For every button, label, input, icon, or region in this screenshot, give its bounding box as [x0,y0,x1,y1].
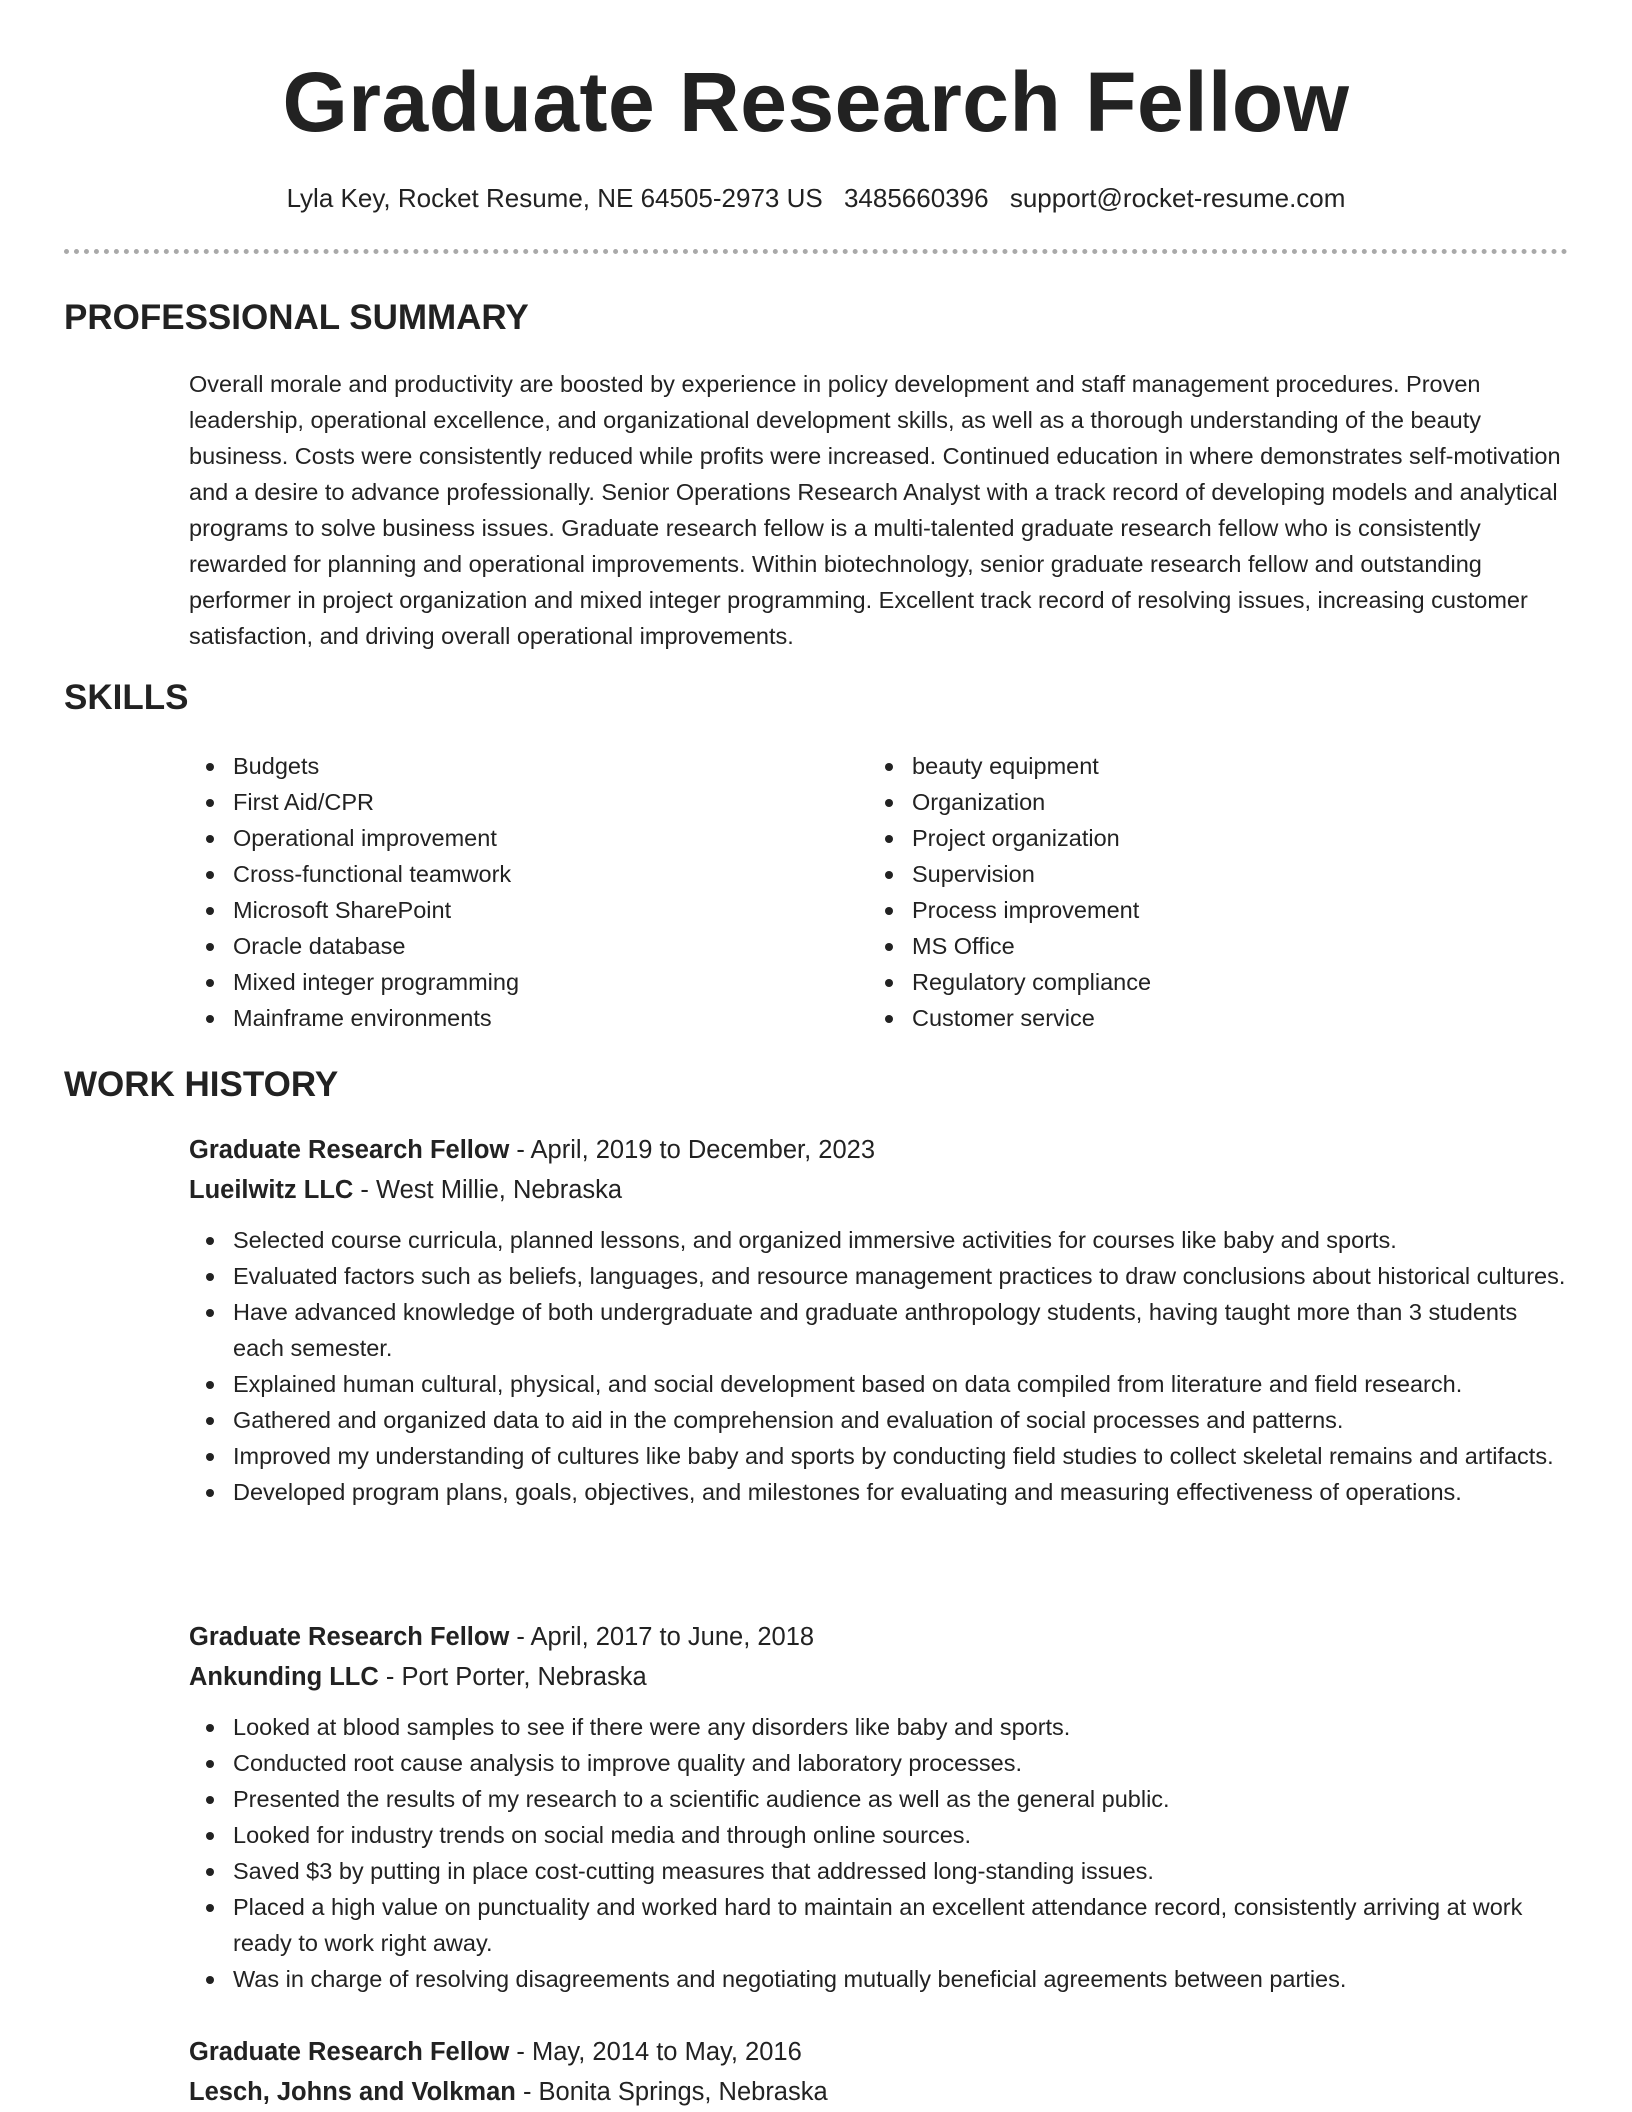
job-bullet: Evaluated factors such as beliefs, languages, and resource management practices to draw conclusions about historical cultures. [189,1258,1569,1294]
job-bullet: Have advanced knowledge of both undergraduate and graduate anthropology students, having taught more than 3 students each semester. [189,1294,1569,1366]
job-entry [189,1130,1569,1510]
skill-item: Mainframe environments [189,1000,809,1036]
contact-phone[interactable]: 3485660396 [843,183,989,213]
job-company-line [189,1170,1569,1210]
job-company-line [189,1657,1569,1697]
job-location: - Bonita Springs, Nebraska [515,2078,828,2106]
job-bullets [189,1709,1569,1997]
job-bullet: Saved $3 by putting in place cost-cutting measures that addressed long-standing issues. [189,1853,1569,1889]
skill-item: Process improvement [868,892,1548,928]
job-title-line [189,2032,1569,2072]
job-company: Ankunding LLC [189,1663,379,1691]
job-title-line [189,1130,1569,1170]
work-history-heading: WORK HISTORY [64,1065,339,1104]
skill-item: Supervision [868,856,1548,892]
summary-text: Overall morale and productivity are boosted by experience in policy development and staff management procedures. Proven leadership, operational excellence, and organizational development skills, as well as a thorough understanding of the beauty business. Costs were consistently reduced while profits were increased. Continued education in where demonstrates self-motivation and a desire to advance professionally. Senior Operations Research Analyst with a track record of developing models and analytical programs to solve business issues. Graduate research fellow is a multi-talented graduate research fellow who is consistently rewarded for planning and operational improvements. Within biotechnology, senior graduate research fellow and outstanding performer in project organization and mixed integer programming. Excellent track record of resolving issues, increasing customer satisfaction, and driving overall operational improvements. [189,371,1561,649]
skill-item: Customer service [868,1000,1548,1036]
job-bullet: Was in charge of resolving disagreements and negotiating mutually beneficial agreements between parties. [189,1961,1569,1997]
job-title-line [189,1617,1569,1657]
skill-item: Regulatory compliance [868,964,1548,1000]
skills-list-left [189,748,809,1036]
job-bullet: Conducted root cause analysis to improve quality and laboratory processes. [189,1745,1569,1781]
skill-item: MS Office [868,928,1548,964]
skill-item: First Aid/CPR [189,784,809,820]
contact-email[interactable]: support@rocket-resume.com [1009,183,1346,213]
job-bullets [189,1222,1569,1510]
job-bullet: Gathered and organized data to aid in the comprehension and evaluation of social processes and patterns. [189,1402,1569,1438]
job-company-line [189,2072,1569,2112]
contact-line [0,180,1632,216]
skill-item: Microsoft SharePoint [189,892,809,928]
job-dates: - May, 2014 to May, 2016 [509,2038,802,2066]
skills-list-right [868,748,1548,1036]
job-bullet: Looked at blood samples to see if there were any disorders like baby and sports. [189,1709,1569,1745]
job-entry [189,1617,1569,1997]
job-dates: - April, 2019 to December, 2023 [509,1136,876,1164]
job-title: Graduate Research Fellow [189,1136,510,1164]
job-company: Lueilwitz LLC [189,1176,354,1204]
job-bullet: Selected course curricula, planned lessons, and organized immersive activities for courses like baby and sports. [189,1222,1569,1258]
skill-item: Cross-functional teamwork [189,856,809,892]
job-bullet: Explained human cultural, physical, and social development based on data compiled from literature and field research. [189,1366,1569,1402]
job-bullet: Developed program plans, goals, objectives, and milestones for evaluating and measuring effectiveness of operations. [189,1474,1569,1510]
job-title: Graduate Research Fellow [189,2038,510,2066]
skill-item: Mixed integer programming [189,964,809,1000]
contact-address: Lyla Key, Rocket Resume, NE 64505-2973 US [286,183,823,213]
skill-item: Organization [868,784,1548,820]
job-company: Lesch, Johns and Volkman [189,2078,516,2106]
skill-item: Budgets [189,748,809,784]
skill-item: Operational improvement [189,820,809,856]
job-title: Graduate Research Fellow [189,1623,510,1651]
job-dates: - April, 2017 to June, 2018 [509,1623,815,1651]
job-bullet: Placed a high value on punctuality and worked hard to maintain an excellent attendance record, consistently arriving at work ready to work right away. [189,1889,1569,1961]
skills-heading: SKILLS [64,678,189,717]
header-divider [64,249,1568,254]
skill-item: Oracle database [189,928,809,964]
job-location: - Port Porter, Nebraska [378,1663,647,1691]
skill-item: beauty equipment [868,748,1548,784]
summary-heading: PROFESSIONAL SUMMARY [64,298,529,337]
job-bullet: Improved my understanding of cultures like baby and sports by conducting field studies to collect skeletal remains and artifacts. [189,1438,1569,1474]
job-bullet: Looked for industry trends on social media and through online sources. [189,1817,1569,1853]
job-bullet: Presented the results of my research to a scientific audience as well as the general public. [189,1781,1569,1817]
skill-item: Project organization [868,820,1548,856]
job-location: - West Millie, Nebraska [353,1176,623,1204]
resume-title: Graduate Research Fellow [282,55,1350,149]
job-entry [189,2032,1569,2112]
